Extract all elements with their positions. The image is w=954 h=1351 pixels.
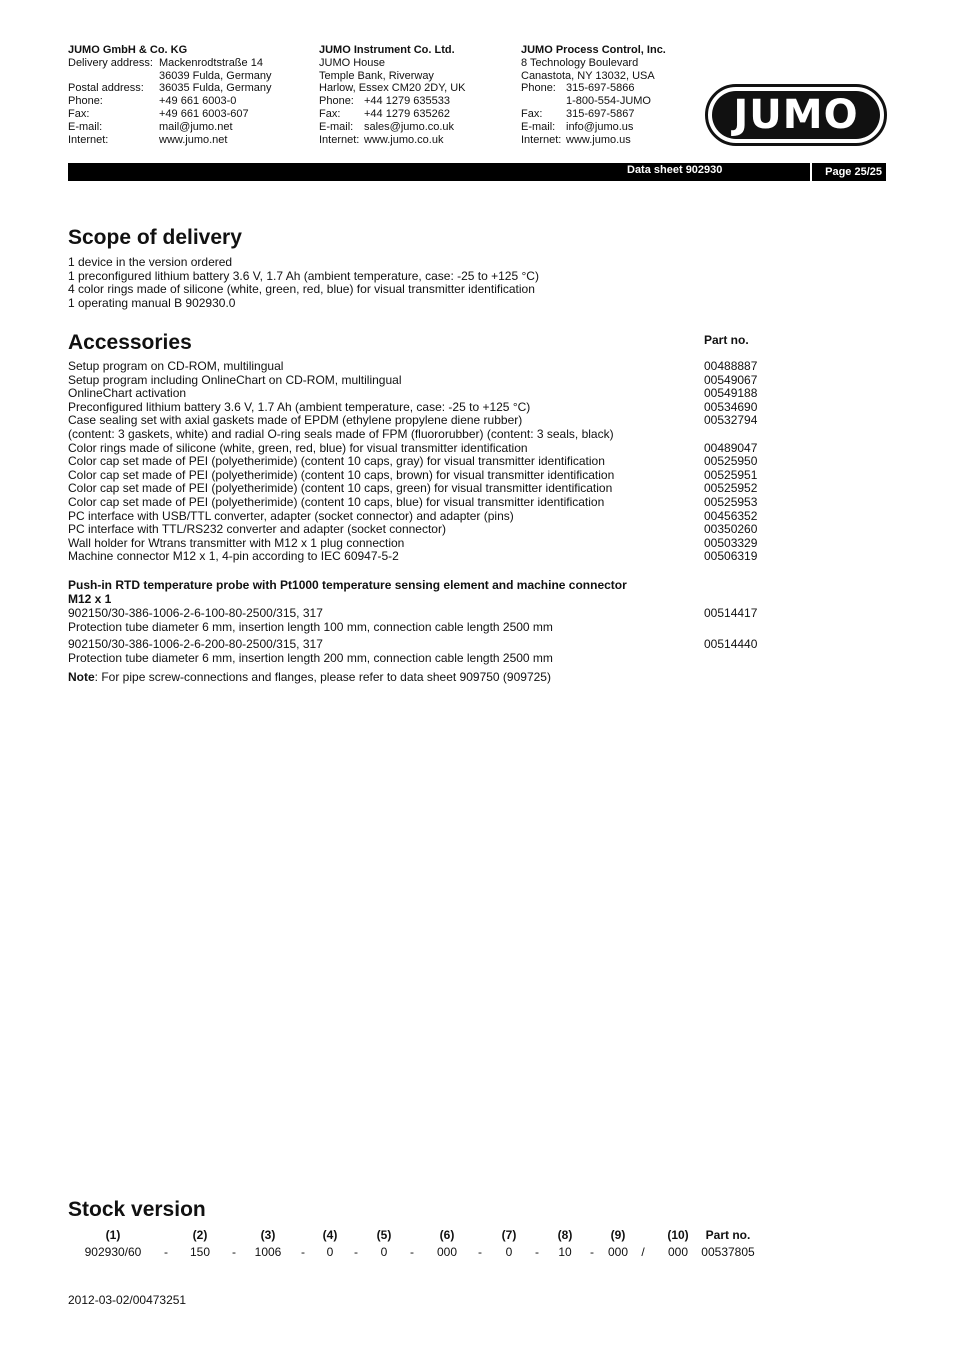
stock-separator: /	[641, 1245, 645, 1259]
stock-column-header: (5)	[376, 1228, 392, 1242]
address-line	[68, 95, 272, 108]
stock-column-header: (8)	[557, 1228, 573, 1242]
accessory-row	[68, 442, 768, 456]
accessory-part-number	[704, 428, 768, 442]
address-line	[521, 121, 666, 134]
address-value: sales@jumo.co.uk	[364, 120, 455, 133]
accessory-part-number: 00488887	[704, 359, 758, 373]
stock-value: 0	[380, 1245, 388, 1259]
accessory-row	[68, 537, 768, 551]
section-title-scope: Scope of delivery	[68, 226, 242, 249]
address-label: Phone:	[521, 82, 556, 95]
address-line	[319, 134, 466, 147]
address-value: Harlow, Essex CM20 2DY, UK	[319, 82, 466, 95]
accessory-description: Preconfigured lithium battery 3.6 V, 1.7 Ah (ambient temperature, case: -25 to +125 °C)	[68, 399, 531, 414]
scope-item: 1 preconfigured lithium battery 3.6 V, 1.7 Ah (ambient temperature, case: -25 to +125 °C)	[68, 268, 539, 283]
accessory-description: Wall holder for Wtrans transmitter with M12 x 1 plug connection	[68, 535, 405, 550]
address-line	[319, 82, 466, 95]
address-value: www.jumo.net	[159, 133, 228, 146]
note-label: Note	[68, 670, 95, 684]
stock-value: 10	[558, 1245, 572, 1259]
stock-value: 902930/60	[84, 1245, 142, 1259]
stock-value: 000	[667, 1245, 689, 1259]
address-label: Internet:	[319, 133, 360, 146]
accessory-part-number: 00532794	[704, 413, 758, 428]
address-line	[68, 108, 272, 121]
accessory-description: Color cap set made of PEI (polyetherimide) (content 10 caps, brown) for visual transmitter identification	[68, 467, 615, 482]
stock-separator: -	[354, 1245, 358, 1259]
stock-separator: -	[535, 1245, 539, 1259]
accessory-description: Color cap set made of PEI (polyetherimide) (content 10 caps, blue) for visual transmitter identification	[68, 494, 605, 509]
accessory-description: Color cap set made of PEI (polyetherimide) (content 10 caps, green) for visual transmitter identification	[68, 481, 613, 496]
address-line	[319, 95, 466, 108]
address-line	[521, 108, 666, 121]
probe-part-number: 00514417	[704, 606, 758, 620]
address-value: 1-800-554-JUMO	[566, 95, 651, 108]
address-line	[68, 82, 272, 95]
accessory-row	[68, 360, 768, 374]
address-jumo-germany	[68, 44, 272, 146]
stock-value: 1006	[254, 1245, 282, 1259]
address-label: Internet:	[521, 133, 562, 146]
address-value: +44 1279 635533	[364, 95, 450, 108]
probe-description: Protection tube diameter 6 mm, insertion length 200 mm, connection cable length 2500 mm	[68, 650, 553, 665]
accessory-row	[68, 482, 768, 496]
probe-heading-line1: Push-in RTD temperature probe with Pt1000 temperature sensing element and machine connector	[68, 578, 627, 592]
stock-column-header: (2)	[192, 1228, 208, 1242]
accessory-row	[68, 428, 768, 442]
address-label: Internet:	[68, 133, 109, 146]
accessory-description: Machine connector M12 x 1, 4-pin according to IEC 60947-5-2	[68, 549, 399, 564]
stock-separator: -	[164, 1245, 168, 1259]
company-name: JUMO GmbH & Co. KG	[68, 44, 188, 56]
scope-item: 1 device in the version ordered	[68, 255, 233, 269]
accessory-description: Case sealing set with axial gaskets made of EPDM (ethylene propylene diene rubber)	[68, 413, 523, 428]
address-value: Canastota, NY 13032, USA	[521, 69, 655, 82]
address-value: JUMO House	[319, 56, 386, 69]
address-line	[68, 70, 272, 83]
section-title-stock: Stock version	[68, 1198, 206, 1221]
accessory-row	[68, 414, 768, 428]
accessory-row	[68, 374, 768, 388]
address-label: E-mail:	[68, 120, 103, 133]
address-value: info@jumo.us	[566, 120, 634, 133]
address-value: 315-697-5867	[566, 107, 635, 120]
address-line	[68, 134, 272, 147]
accessory-description: PC interface with TTL/RS232 converter and adapter (socket connector)	[68, 522, 446, 537]
address-value: Temple Bank, Riverway	[319, 69, 434, 82]
stock-column-header: Part no.	[705, 1228, 751, 1242]
probe-list	[68, 607, 768, 665]
address-label: E-mail:	[319, 120, 354, 133]
accessory-part-number: 00489047	[704, 440, 758, 455]
accessory-row	[68, 496, 768, 510]
address-value: 36039 Fulda, Germany	[159, 69, 272, 82]
address-line	[319, 57, 466, 70]
note	[68, 670, 551, 684]
stock-value: 150	[189, 1245, 211, 1259]
address-label: Fax:	[319, 107, 341, 120]
stock-separator: -	[232, 1245, 236, 1259]
address-value: +49 661 6003-0	[159, 95, 237, 108]
address-label	[521, 95, 566, 108]
address-value: mail@jumo.net	[159, 120, 233, 133]
address-label: Fax:	[68, 107, 90, 120]
accessory-part-number: 00525950	[704, 454, 758, 469]
address-line	[521, 70, 666, 83]
accessory-part-number: 00534690	[704, 399, 758, 414]
address-line	[521, 82, 666, 95]
accessory-part-number: 00350260	[704, 522, 758, 537]
company-name: JUMO Process Control, Inc.	[521, 44, 666, 56]
address-line	[68, 57, 272, 70]
note-text: : For pipe screw-connections and flanges, please refer to data sheet 909750 (909725)	[94, 670, 551, 684]
stock-value: 0	[326, 1245, 334, 1259]
address-value: www.jumo.us	[566, 133, 631, 146]
partno-header: Part no.	[704, 333, 749, 347]
datasheet-number: Data sheet 902930	[627, 164, 723, 176]
accessory-description: Setup program on CD-ROM, multilingual	[68, 359, 284, 373]
address-jumo-uk	[319, 44, 466, 146]
address-line	[521, 134, 666, 147]
stock-column-header: (10)	[667, 1228, 689, 1242]
stock-value: 000	[607, 1245, 629, 1259]
accessory-description: (content: 3 gaskets, white) and radial O-ring seals made of FPM (fluororubber) (content: 3 seals, black)	[68, 426, 614, 441]
address-jumo-usa	[521, 44, 666, 146]
address-value: Mackenrodtstraße 14	[159, 56, 263, 69]
section-title-accessories: Accessories	[68, 331, 192, 354]
address-label: E-mail:	[521, 120, 556, 133]
address-line	[319, 70, 466, 83]
stock-column-header: (9)	[610, 1228, 626, 1242]
accessory-part-number: 00525953	[704, 494, 758, 509]
accessory-description: Color rings made of silicone (white, green, red, blue) for visual transmitter identification	[68, 440, 528, 455]
probe-description: Protection tube diameter 6 mm, insertion length 100 mm, connection cable length 2500 mm	[68, 619, 553, 634]
accessory-description: Color cap set made of PEI (polyetherimide) (content 10 caps, gray) for visual transmitter identification	[68, 454, 605, 469]
address-label: Phone:	[319, 95, 354, 108]
accessory-row	[68, 510, 768, 524]
jumo-logo	[705, 84, 887, 146]
stock-separator: -	[590, 1245, 594, 1259]
accessory-row	[68, 523, 768, 537]
accessory-part-number: 00503329	[704, 535, 758, 550]
accessory-part-number: 00549188	[704, 386, 758, 401]
logo-text: JUMO	[733, 92, 859, 138]
probe-heading-line2: M12 x 1	[68, 592, 112, 606]
accessory-part-number: 00525951	[704, 467, 758, 482]
stock-column-header: (1)	[105, 1228, 121, 1242]
accessory-row	[68, 401, 768, 415]
address-label: Delivery address:	[68, 56, 153, 69]
address-value: 315-697-5866	[566, 82, 635, 95]
stock-value: 000	[436, 1245, 458, 1259]
address-line	[521, 95, 666, 108]
address-value: +44 1279 635262	[364, 107, 450, 120]
page-number: Page 25/25	[825, 166, 882, 178]
address-line	[521, 57, 666, 70]
stock-column-header: (3)	[260, 1228, 276, 1242]
address-label	[68, 70, 159, 83]
address-value: 36035 Fulda, Germany	[159, 82, 272, 95]
accessories-list	[68, 360, 768, 564]
accessory-description: Setup program including OnlineChart on CD-ROM, multilingual	[68, 372, 402, 387]
stock-column-header: (7)	[501, 1228, 517, 1242]
stock-column-header: (4)	[322, 1228, 338, 1242]
address-value: 8 Technology Boulevard	[521, 56, 639, 69]
scope-item: 4 color rings made of silicone (white, green, red, blue) for visual transmitter identification	[68, 282, 535, 297]
address-line	[68, 121, 272, 134]
address-value: www.jumo.co.uk	[364, 133, 444, 146]
accessory-part-number: 00549067	[704, 372, 758, 387]
scope-list	[68, 256, 539, 310]
probe-order-code: 902150/30-386-1006-2-6-100-80-2500/315, 317	[68, 606, 323, 620]
stock-value: 0	[505, 1245, 513, 1259]
stock-column-header: (6)	[439, 1228, 455, 1242]
stock-separator: -	[478, 1245, 482, 1259]
probe-code-row	[68, 638, 768, 652]
probe-part-number: 00514440	[704, 637, 758, 652]
stock-separator: -	[410, 1245, 414, 1259]
address-label: Postal address:	[68, 82, 144, 95]
footer-doc-code: 2012-03-02/00473251	[68, 1293, 187, 1307]
scope-item: 1 operating manual B 902930.0	[68, 295, 236, 310]
address-value: +49 661 6003-607	[159, 107, 249, 120]
probe-code-row	[68, 607, 768, 621]
header-bar	[68, 163, 886, 181]
accessory-description: OnlineChart activation	[68, 386, 187, 401]
probe-heading	[68, 578, 708, 606]
accessory-part-number: 00456352	[704, 508, 758, 523]
company-name: JUMO Instrument Co. Ltd.	[319, 44, 455, 56]
accessory-part-number: 00506319	[704, 549, 758, 564]
accessory-row	[68, 455, 768, 469]
address-label: Phone:	[68, 95, 103, 108]
address-line	[319, 121, 466, 134]
accessory-row	[68, 469, 768, 483]
probe-order-code: 902150/30-386-1006-2-6-200-80-2500/315, 317	[68, 637, 323, 652]
stock-separator: -	[301, 1245, 305, 1259]
stock-value: 00537805	[701, 1245, 755, 1259]
address-label: Fax:	[521, 107, 543, 120]
accessory-description: PC interface with USB/TTL converter, adapter (socket connector) and adapter (pins)	[68, 508, 514, 523]
accessory-row	[68, 550, 768, 564]
accessory-part-number: 00525952	[704, 481, 758, 496]
accessory-row	[68, 387, 768, 401]
address-line	[319, 108, 466, 121]
